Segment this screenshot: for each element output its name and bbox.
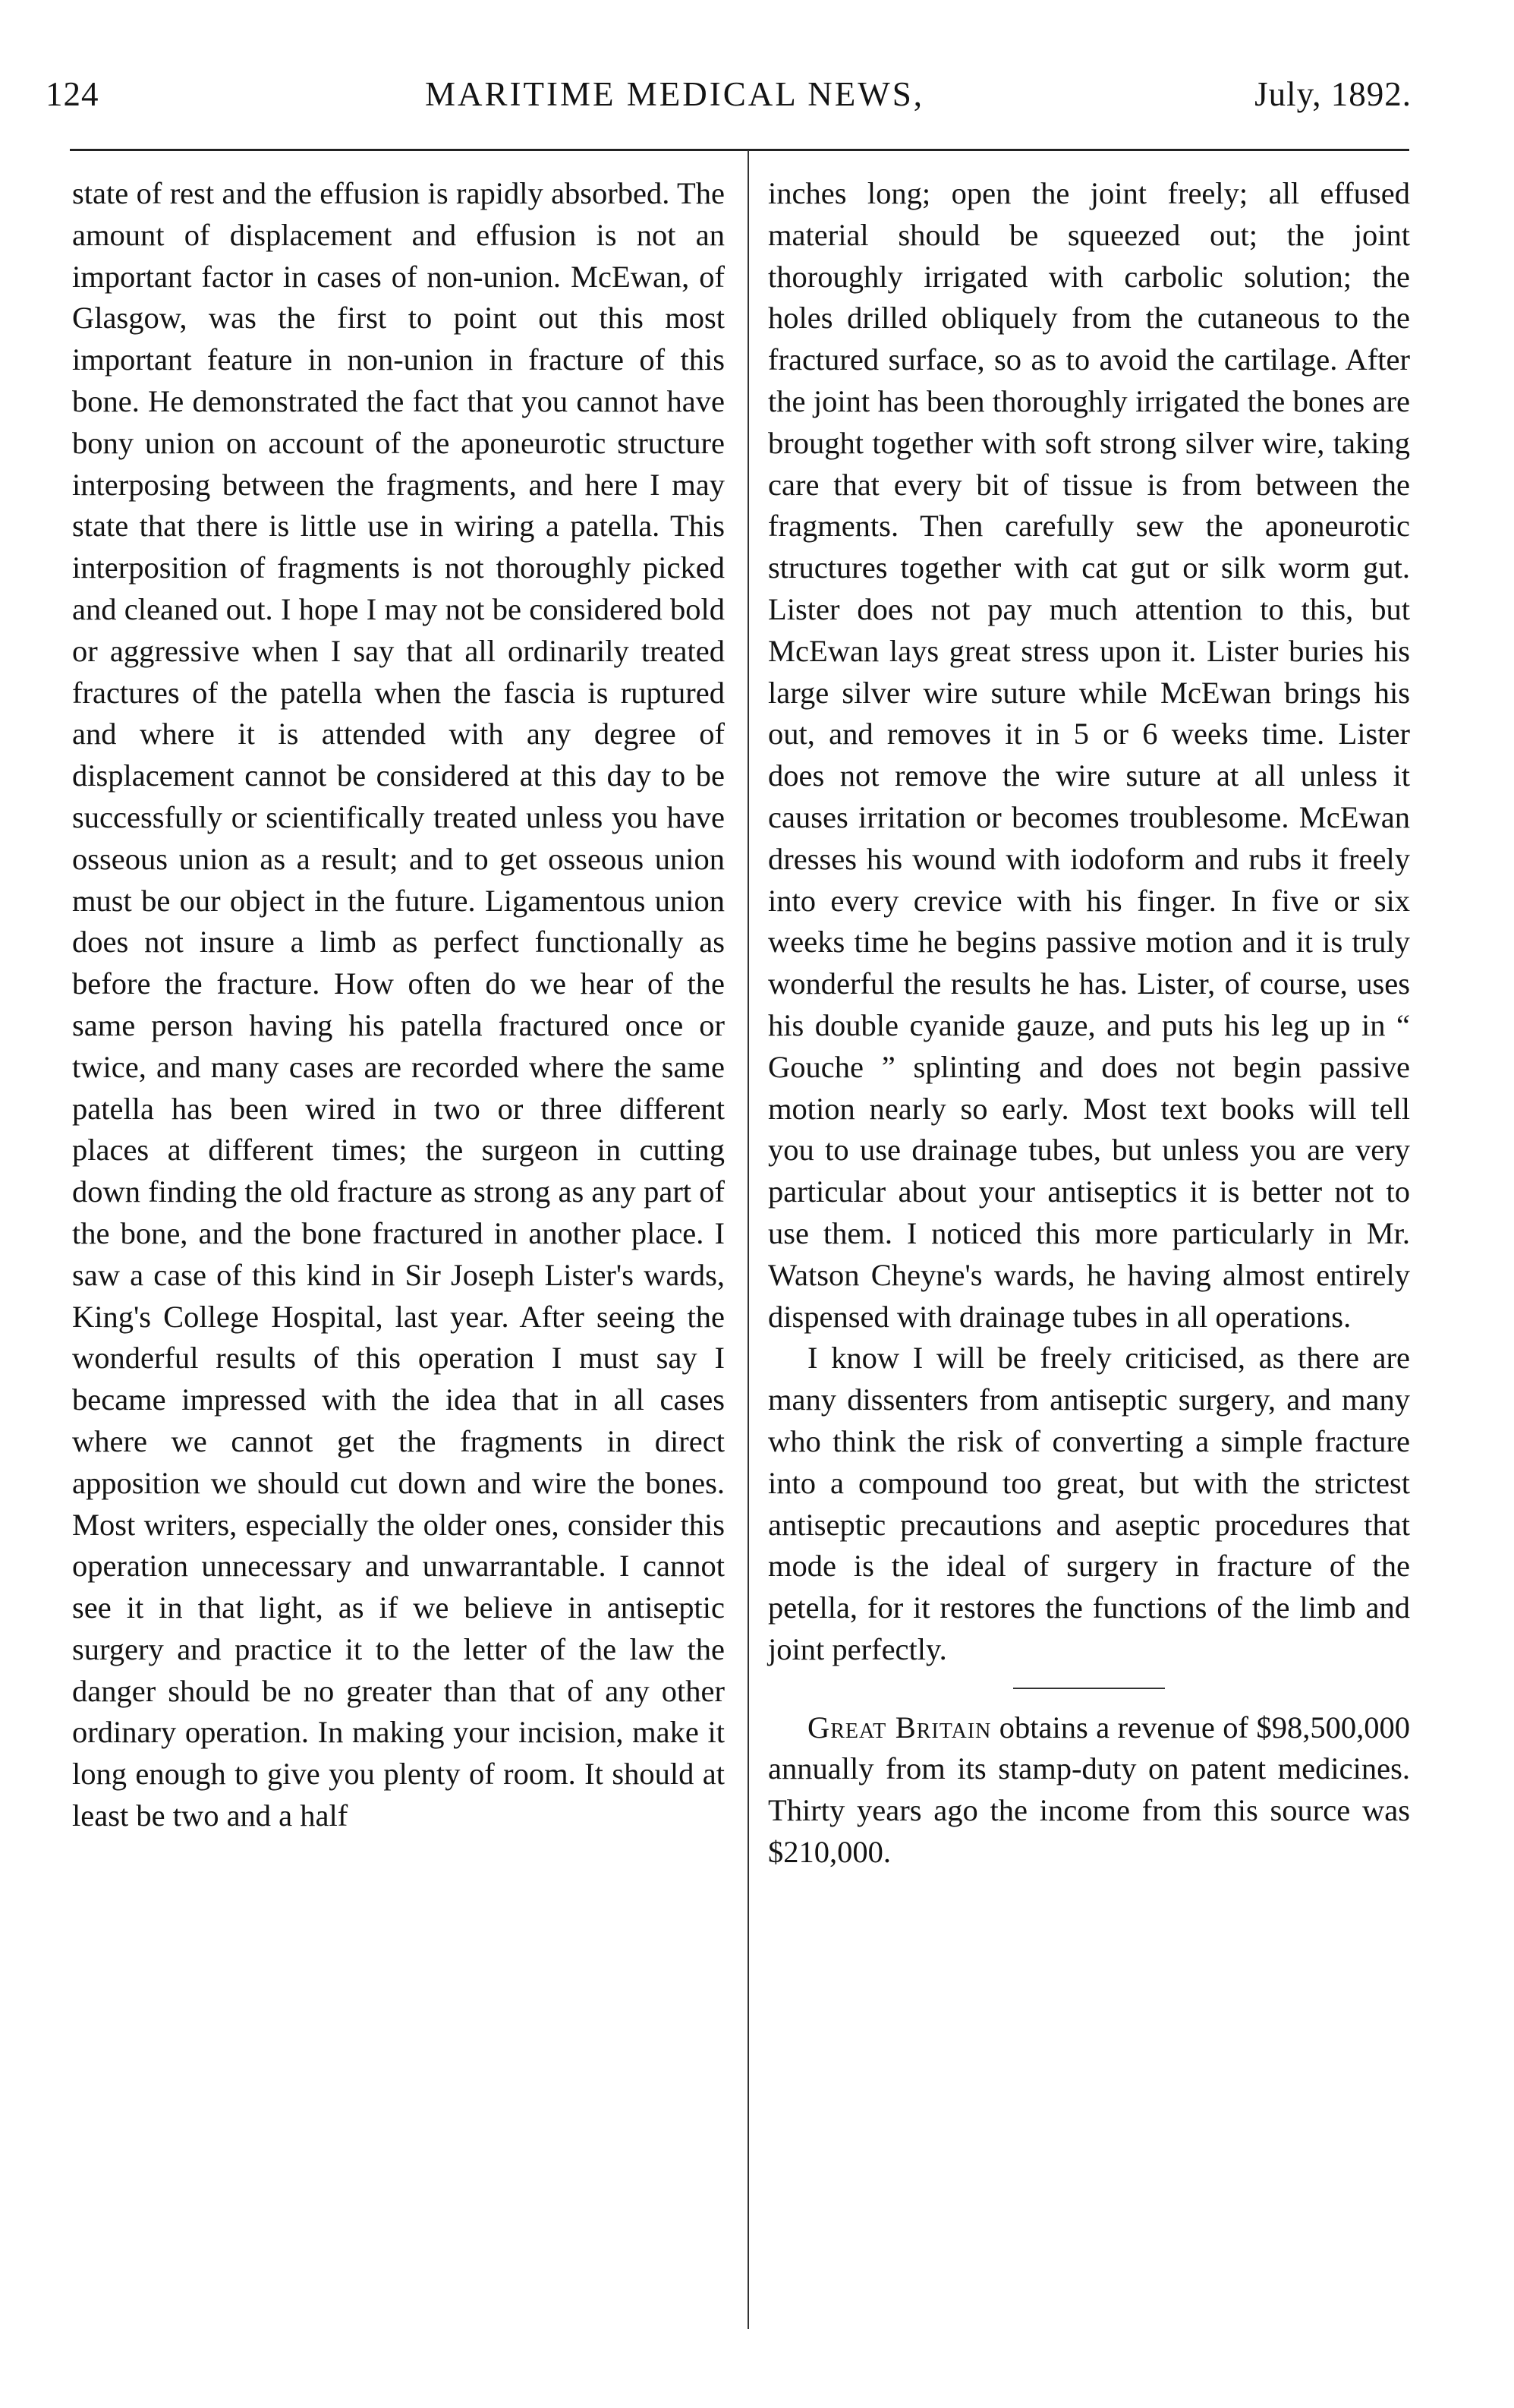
issue-date: July, 1892. (1254, 75, 1412, 113)
news-note-body: obtains a revenue of $98,500,000 annually from its stamp-duty on patent medicines. Thirty years ago the income from this source was $210,000. (768, 1710, 1410, 1870)
news-note-lead: Great Britain (807, 1710, 992, 1745)
journal-title: MARITIME MEDICAL NEWS, (425, 75, 925, 113)
paragraph: I know I will be freely criticised, as there are many dissenters from antiseptic surgery, and many who think the risk of converting a simple fracture into a compound too great, but with the strictest antiseptic precautions and aseptic procedures that mode is the ideal of surgery in fracture of the petella, for it restores the functions of the limb and joint perfectly. (768, 1341, 1410, 1666)
page-number: 124 (46, 75, 99, 113)
header-rule (70, 149, 1409, 151)
column-divider (748, 150, 749, 2329)
paragraph: inches long; open the joint freely; all effused material should be squeezed out; the joint thoroughly irrigated with carbolic solution; the holes drilled obliquely from the cutaneous to the fractured surface, so as to avoid the cartilage. After the joint has been thoroughly irrigated the bones are brought together with soft strong silver wire, taking care that every bit of tissue is from between the fragments. Then carefully sew the aponeurotic structures together with cat gut or silk worm gut. Lister does not pay much attention to this, but McEwan lays great stress upon it. Lister buries his large silver wire suture while McEwan brings his out, and removes it in 5 or 6 weeks time. Lister does not remove the wire suture at all unless it causes irritation or becomes troublesome. McEwan dresses his wound with iodoform and rubs it freely into every crevice with his finger. In five or six weeks time he begins passive motion and it is truly wonderful the results he has. Lister, of course, uses his double cyanide gauze, and puts his leg up in “ Gouche ” splinting and does not begin passive motion nearly so early. Most text books will tell you to use drainage tubes, but unless you are very particular about your antiseptics it is better not to use them. I noticed this more particularly in Mr. Watson Cheyne's wards, he having almost entirely dispensed with drainage tubes in all operations. (768, 176, 1410, 1334)
news-note (768, 1707, 1410, 1874)
running-header (46, 74, 1412, 120)
section-separator (1013, 1688, 1165, 1689)
left-column (72, 173, 725, 1837)
right-column (768, 173, 1410, 1874)
paragraph: state of rest and the effusion is rapidly absorbed. The amount of displacement and effusion is not an important factor in cases of non-union. McEwan, of Glasgow, was the first to point out this most important feature in non-union in fracture of this bone. He demonstrated the fact that you cannot have bony union on account of the aponeurotic structure interposing between the fragments, and here I may state that there is little use in wiring a patella. This interposition of fragments is not thoroughly picked and cleaned out. I hope I may not be considered bold or aggressive when I say that all ordinarily treated fractures of the patella when the fascia is ruptured and where it is attended with any degree of displacement cannot be considered at this day to be successfully or scientifically treated unless you have osseous union as a result; and to get osseous union must be our object in the future. Ligamentous union does not insure a limb as perfect functionally as before the fracture. How often do we hear of the same person having his patella fractured once or twice, and many cases are recorded where the same patella has been wired in two or three different places at different times; the surgeon in cutting down finding the old fracture as strong as any part of the bone, and the bone fractured in another place. I saw a case of this kind in Sir Joseph Lister's wards, King's College Hospital, last year. After seeing the wonderful results of this operation I must say I became impressed with the idea that in all cases where we cannot get the fragments in direct apposition we should cut down and wire the bones. Most writers, especially the older ones, consider this operation unnecessary and unwarrantable. I cannot see it in that light, as if we believe in antiseptic surgery and practice it to the letter of the law the danger should be no greater than that of any other ordinary operation. In making your incision, make it long enough to give you plenty of room. It should at least be two and a half (72, 176, 725, 1833)
